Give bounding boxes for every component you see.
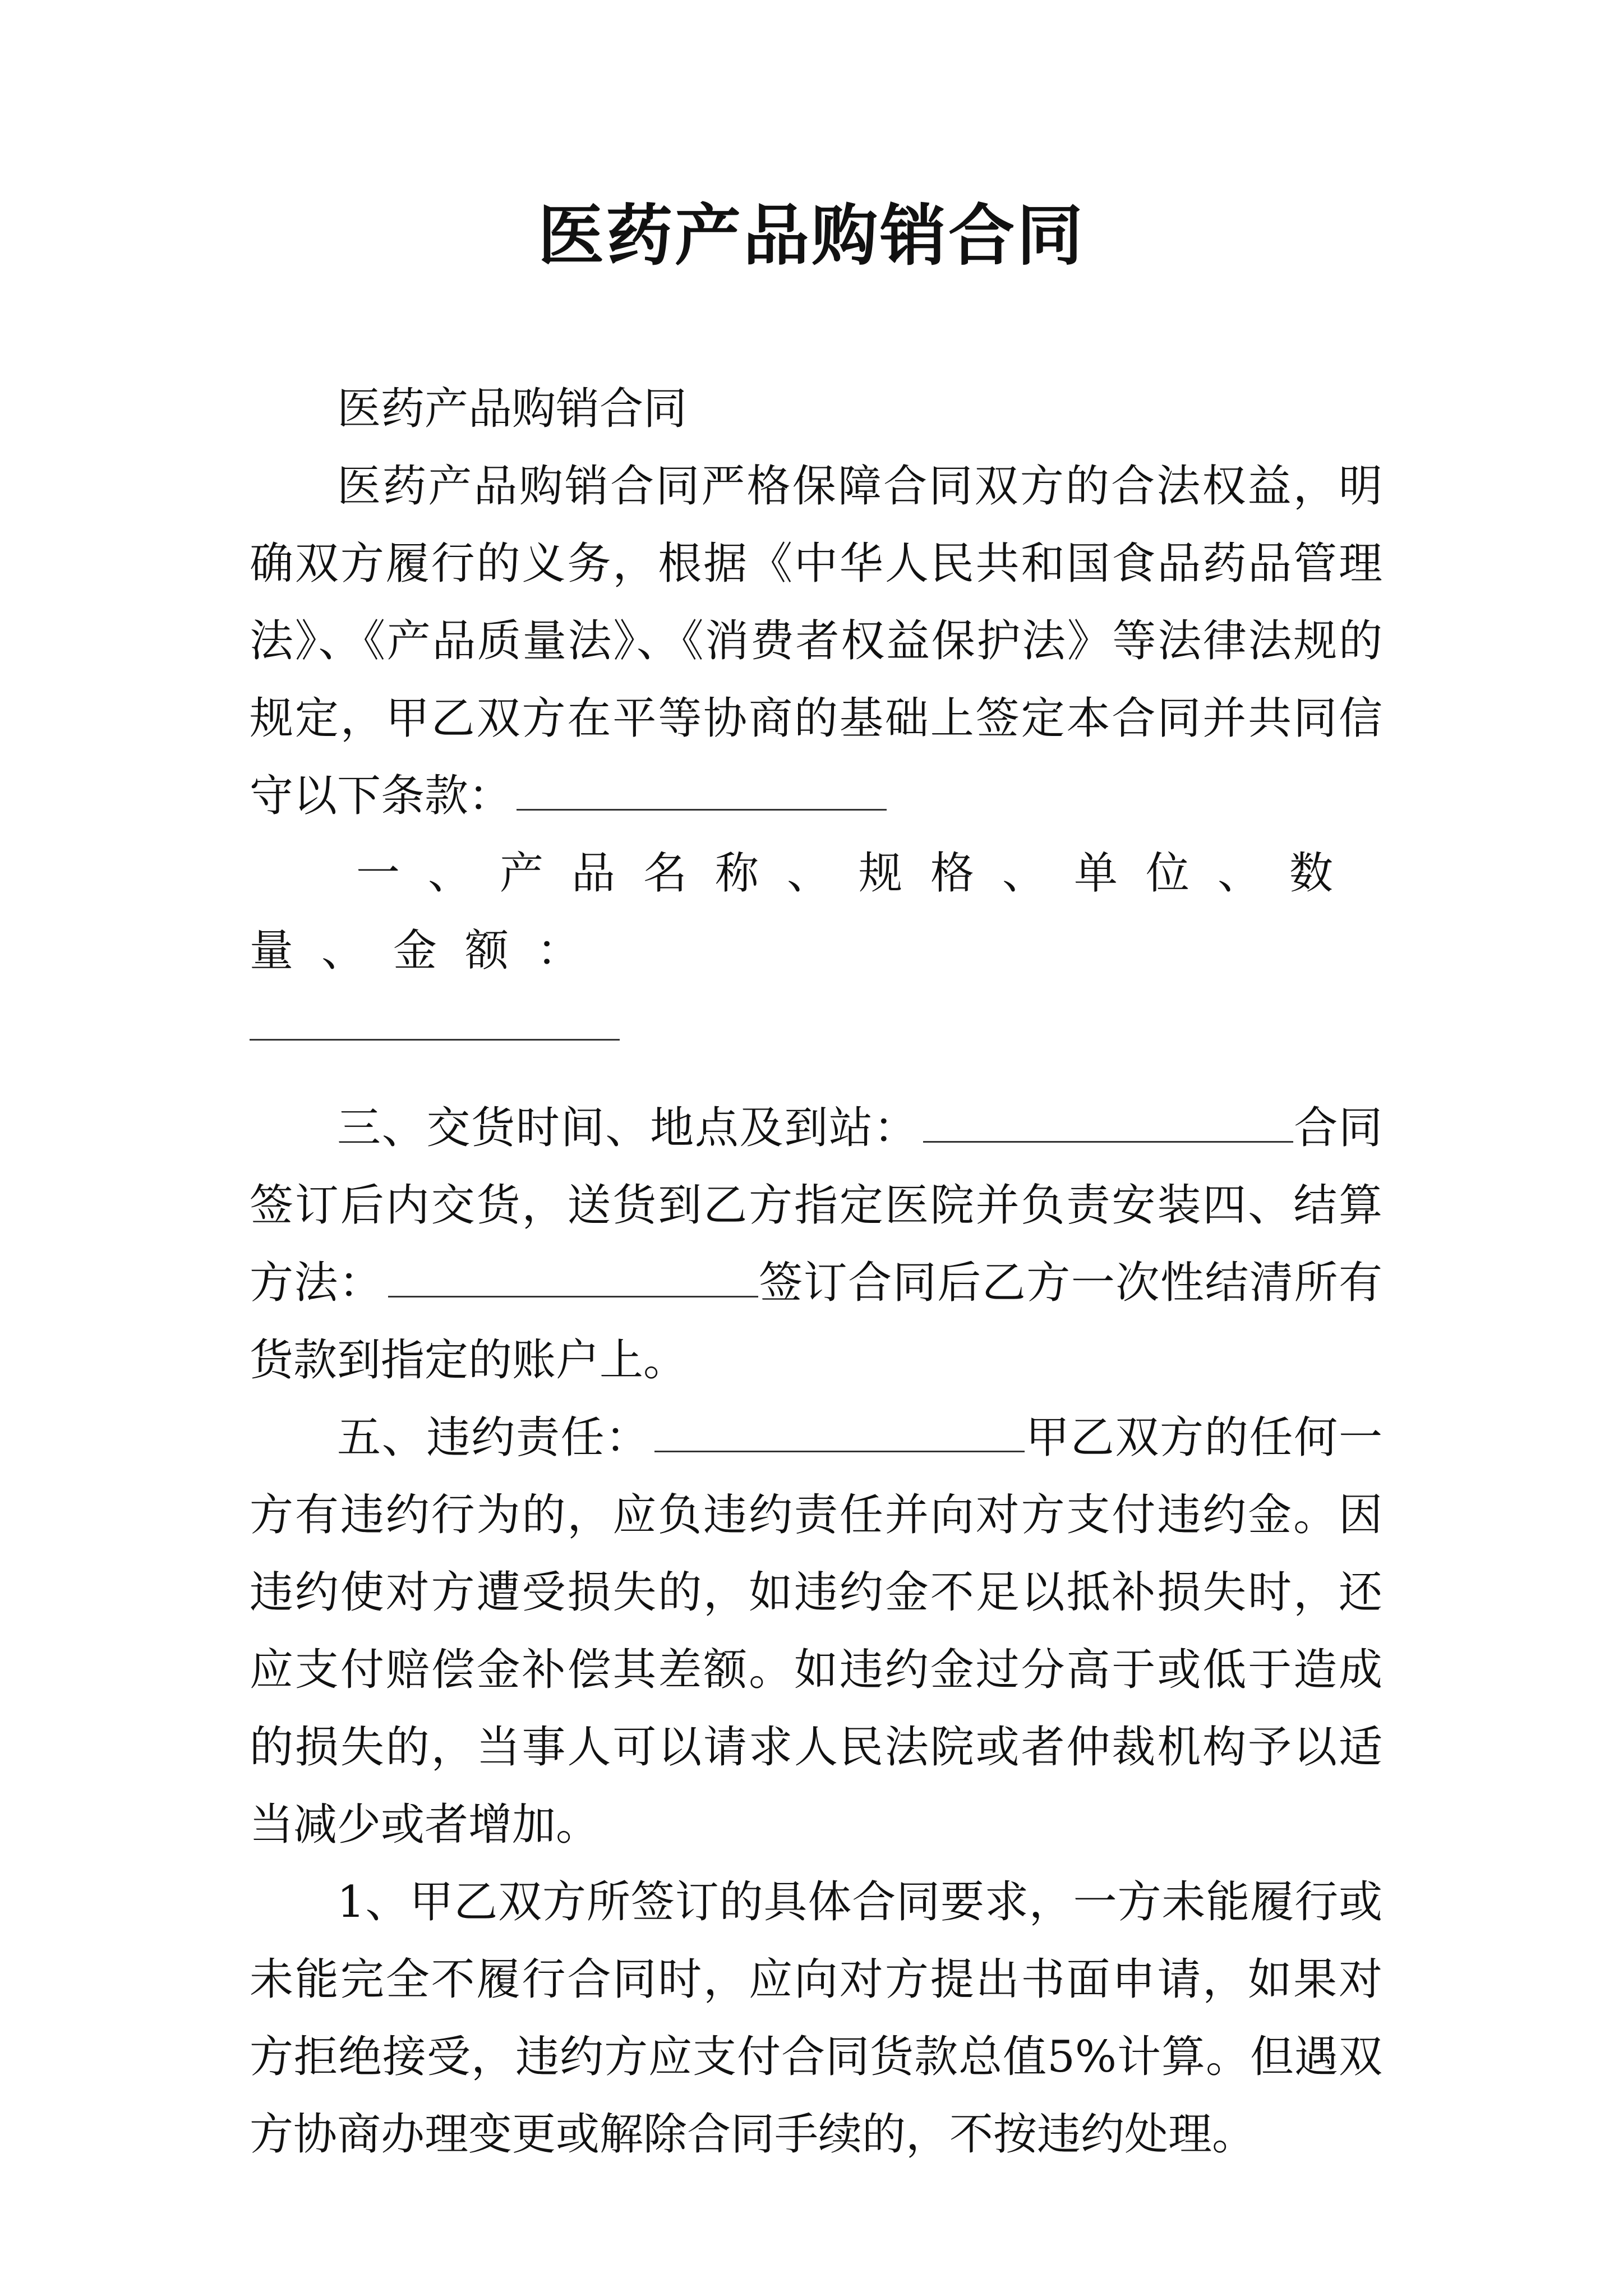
spacer	[250, 1067, 1382, 1089]
blank-line-row	[250, 990, 1382, 1067]
preamble-text: 医药产品购销合同严格保障合同双方的合法权益，明确双方履行的义务，根据《中华人民共和国食品药品管理法》、《产品质量法》、《消费者权益保护法》等法律法规的规定，甲乙双方在平等协商的基础上签定本合同并共同信守以下条款：	[250, 461, 1382, 821]
blank-line-field	[654, 1412, 1025, 1452]
blank-line-field	[923, 1103, 1293, 1143]
blank-line-field	[517, 771, 887, 811]
paragraph-clause-1: 1、甲乙双方所签订的具体合同要求，一方未能履行或未能完全不履行合同时，应向对方提出书面申请，如果对方拒绝接受，违约方应支付合同货款总值5%计算。但遇双方协商办理变更或解除合同手续的，不按违约处理。	[250, 1877, 1382, 2160]
settlement-text: 签订合同后乙方一次性结清所有货款到指定的账户上。	[250, 1258, 1382, 1386]
blank-line-field	[250, 1001, 620, 1041]
paragraph-liability	[250, 1399, 1382, 1864]
delivery-label: 三、交货时间、地点及到站：	[337, 1103, 919, 1153]
liability-label: 五、违约责任：	[337, 1412, 651, 1463]
document-title: 医药产品购销合同	[537, 196, 1085, 274]
document-body	[250, 370, 1382, 2173]
blank-line-field	[388, 1258, 758, 1297]
paragraph-delivery	[250, 1089, 1382, 1399]
paragraph-section-one: 一、产品名称、规格、单位、数量、金额：	[250, 848, 1362, 976]
paragraph-heading-repeat: 医药产品购销合同	[337, 384, 688, 434]
paragraph-preamble	[250, 448, 1382, 835]
liability-text: 甲乙双方的任何一方有违约行为的，应负违约责任并向对方支付违约金。因违约使对方遭受损失的，如违约金不足以抵补损失时，还应支付赔偿金补偿其差额。如违约金过分高于或低于造成的损失的，当事人可以请求人民法院或者仲裁机构予以适当减少或者增加。	[250, 1412, 1382, 1850]
delivery-text: 合同签订后内交货，送货到乙方指定医院并负责安装四、结算方法：	[250, 1103, 1382, 1308]
